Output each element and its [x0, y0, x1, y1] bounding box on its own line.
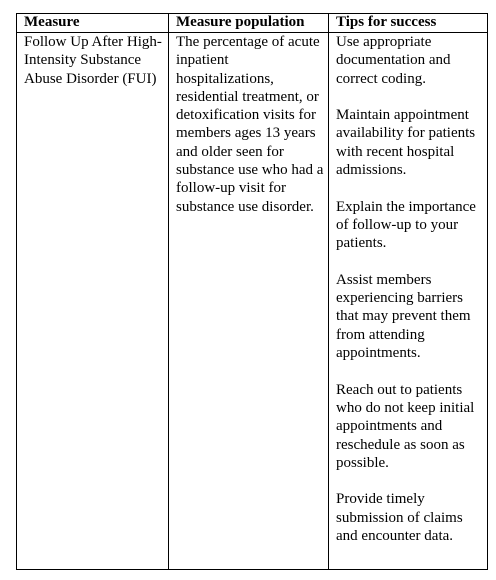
cell-measure-population: The percentage of acute inpatient hospitalizations, residential treatment, or detoxification visits for members ages 13 years and older seen for substance use who had a follow-up visit for substance use disorder.	[169, 33, 329, 570]
header-measure: Measure	[17, 14, 169, 33]
tip-item: Assist members experiencing barriers that may prevent them from attending appointments.	[336, 271, 471, 362]
tip-item: Maintain appointment availability for patients with recent hospital admissions.	[336, 107, 476, 179]
tip-item: Provide timely submission of claims and encounter data.	[336, 491, 463, 545]
cell-measure: Follow Up After High-Intensity Substance Abuse Disorder (FUI)	[17, 33, 169, 570]
cell-tips	[329, 33, 488, 570]
table-row	[17, 33, 488, 570]
tip-item: Reach out to patients who do not keep initial appointments and reschedule as soon as possible.	[336, 381, 475, 471]
table-header-row	[17, 14, 488, 33]
header-tips-for-success: Tips for success	[329, 14, 488, 33]
tip-item: Use appropriate documentation and correct coding.	[336, 34, 451, 87]
header-measure-population: Measure population	[169, 14, 329, 33]
measure-table	[16, 13, 488, 570]
tip-item: Explain the importance of follow-up to your patients.	[336, 198, 476, 252]
